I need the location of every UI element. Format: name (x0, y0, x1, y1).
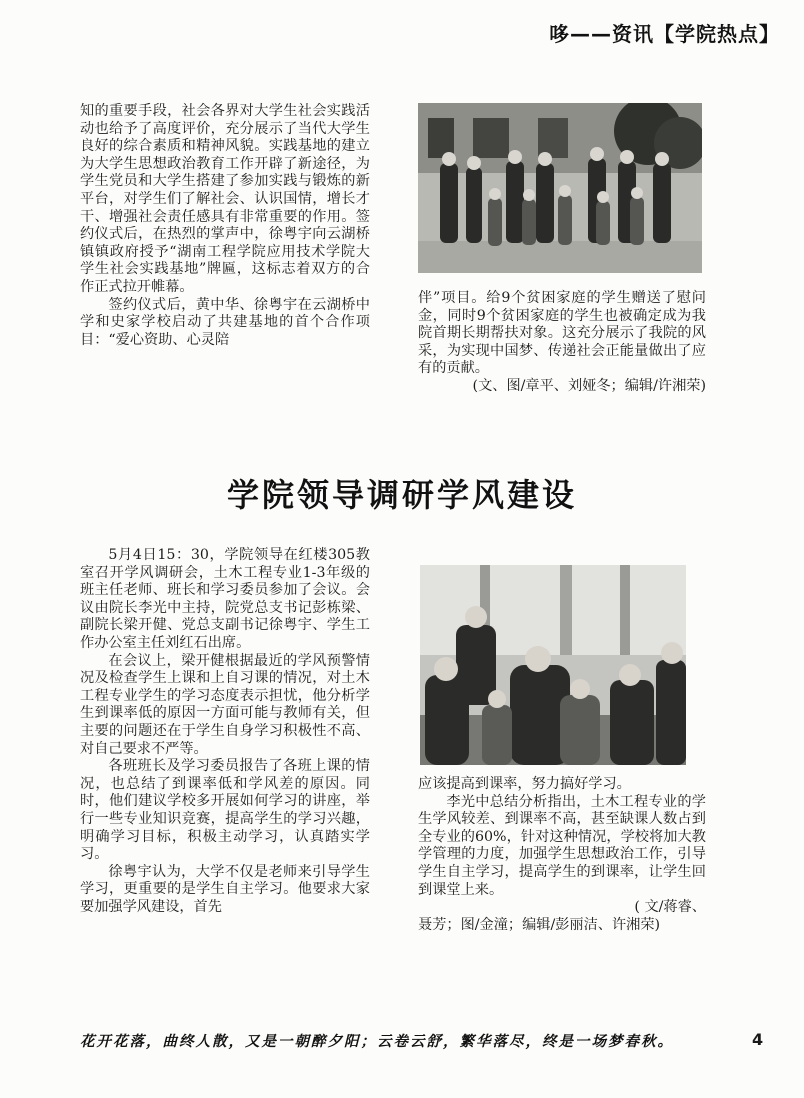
article2-left-column (80, 547, 370, 916)
article2-paragraph: 各班班长及学习委员报告了各班上课的情况，也总结了到课率低和学风差的原因。同时，他们建议学校多开展如何学习的讲座，举行一些专业知识竞赛，提高学生的学习兴趣，明确学习目标，积极主动学习，认真踏实学习。 (80, 758, 370, 863)
group-photo-illustration (418, 103, 702, 273)
article1-credit: (文、图/章平、刘娅冬；编辑/许湘荣) (472, 377, 706, 394)
meeting-photo-image (420, 565, 686, 765)
article1-continued-paragraph: 伴”项目。给9个贫困家庭的学生赠送了慰问金，同时9个贫困家庭的学生也被确定成为我院首期长期帮扶对象。这充分展示了我院的风采，为实现中国梦、传递社会正能量做出了应有的贡献。 (418, 290, 706, 377)
page-number: 4 (752, 1030, 764, 1049)
article2-title: 学院领导调研学风建设 (226, 476, 577, 514)
article1-paragraph: 签约仪式后，黄中华、徐粤宇在云湖桥中学和史家学校启动了共建基地的首个合作项目：“爱心资助、心灵陪 (80, 296, 370, 348)
meeting-photo-illustration (420, 565, 686, 765)
article2-credit-line2: 聂芳；图/金潼；编辑/彭丽洁、许湘荣) (418, 916, 661, 933)
article2-paragraph: 5月4日15：30，学院领导在红楼305教室召开学风调研会，土木工程专业1-3年级的班主任老师、班长和学习委员参加了会议。会议由院长李光中主持，院党总支书记彭栋梁、副院长梁开健、党总支副书记徐粤宇、学生工作办公室主任刘红石出席。 (80, 547, 370, 651)
article2-right-column (418, 776, 706, 934)
article2-paragraph: 徐粤宇认为，大学不仅是老师来引导学生学习，更重要的是学生自主学习。他要求大家要加强学风建设，首先 (80, 863, 370, 915)
article2-continued-paragraph: 应该提高到课率，努力搞好学习。 (418, 776, 631, 792)
article1-paragraph: 知的重要手段，社会各界对大学生社会实践活动也给予了高度评价，充分展示了当代大学生良好的综合素质和精神风貌。实践基地的建立为大学生思想政治教育工作开辟了新途径，为学生党员和大学生搭建了参加实践与锻炼的新平台，对学生们了解社会、认识国情，增长才干、增强社会责任感具有非常重要的作用。签约仪式后，在热烈的掌声中，徐粤宇向云湖桥镇镇政府授予“湖南工程学院应用技术学院大学生社会实践基地”牌匾，这标志着双方的合作正式拉开帷幕。 (80, 103, 370, 295)
article1-left-column (80, 103, 370, 349)
footer-quote: 花开花落，曲终人散，又是一朝醉夕阳；云卷云舒，繁华落尽，终是一场梦春秋。 (80, 1034, 674, 1050)
group-photo-image (418, 103, 702, 273)
section-header: 哆——资讯【学院热点】 (549, 22, 780, 46)
article1-right-column (418, 290, 706, 396)
article2-credit-line1: ( 文/蒋睿、 (634, 899, 706, 916)
article2-paragraph: 在会议上，梁开健根据最近的学风预警情况及检查学生上课和上自习课的情况，对土木工程专业学生的学习态度表示担忧，他分析学生到课率低的原因一方面可能与教师有关，但主要的问题还在于学生自身学习积极性不高、对自己要求不严等。 (80, 652, 370, 757)
article2-paragraph: 李光中总结分析指出，土木工程专业的学生学风较差、到课率不高，甚至缺课人数占到全专业的60%，针对这种情况，学校将加大教学管理的力度，加强学生思想政治工作，引导学生自主学习，提高学生的到课率，让学生回到课堂上来。 (418, 793, 706, 898)
